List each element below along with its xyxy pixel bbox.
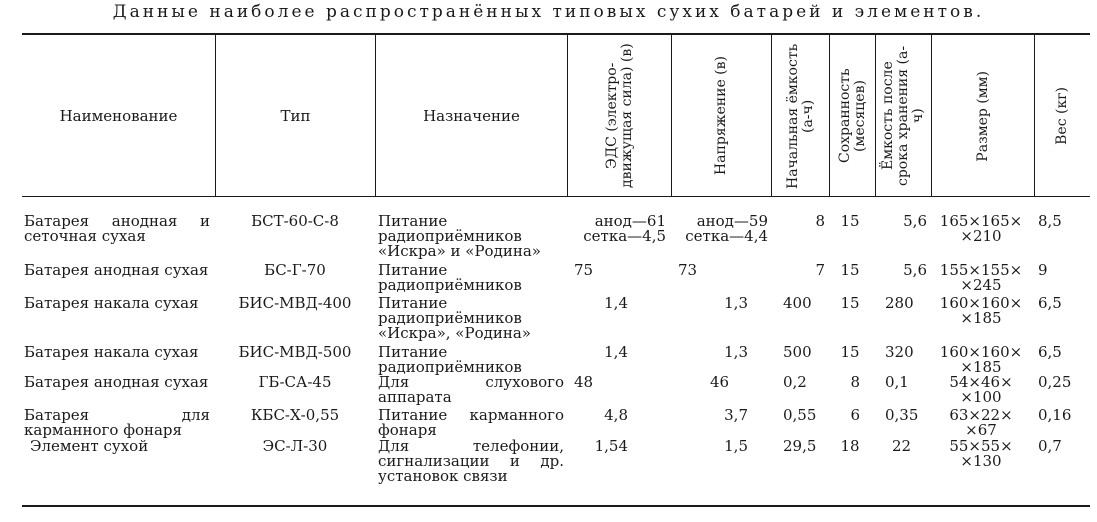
cell-weight: 8,5 (1038, 212, 1062, 230)
cell-size (932, 345, 1030, 375)
cell-purpose: Для телефонии, сигнализации и др. установок связи (378, 437, 564, 485)
table-row (0, 343, 1097, 376)
cell-size-line: ×67 (965, 421, 997, 439)
cell-voltage (672, 296, 748, 311)
table-row (0, 212, 1097, 260)
cell-capacity-after: 0,1 (885, 373, 909, 391)
header-voltage-text: Напряжение (в) (713, 56, 729, 176)
header-type: Тип (280, 107, 311, 125)
cell-type: ЭС-Л-30 (262, 437, 328, 455)
cell-emf-line: 48 (574, 373, 594, 391)
table-row (0, 437, 1097, 485)
cell-voltage (672, 375, 768, 390)
cell-size-line: 165×165× (939, 212, 1023, 230)
cell-capacity-after: 280 (885, 294, 914, 312)
cell-voltage-line: сетка—4,4 (685, 227, 768, 245)
table-title: Данные наиболее распространённых типовых сухих батарей и элементов. (112, 2, 985, 22)
header-capacity-after (876, 40, 931, 192)
header-emf (568, 40, 671, 192)
cell-voltage-line: 3,7 (724, 406, 748, 424)
cell-emf-line: 1,54 (594, 437, 628, 455)
cell-purpose: Питание радиоприёмников (378, 261, 522, 294)
cell-size-line: 54×46× (949, 373, 1013, 391)
cell-voltage-line: 1,3 (724, 294, 748, 312)
cell-retention: 15 (840, 212, 860, 230)
cell-type: ГБ-СА-45 (258, 373, 332, 391)
cell-voltage (672, 408, 748, 423)
cell-voltage (672, 263, 768, 278)
cell-voltage (672, 214, 768, 244)
cell-emf (568, 214, 666, 244)
cell-emf-line: 1,4 (604, 294, 628, 312)
cell-type: БИС-МВД-400 (238, 294, 352, 312)
cell-size-line: ×185 (960, 358, 1002, 376)
cell-weight: 6,5 (1038, 294, 1062, 312)
cell-type: БС-Г-70 (264, 261, 326, 279)
header-retention-text: Сохранность (месяцев) (836, 68, 868, 164)
cell-type: КБС-Х-0,55 (250, 406, 340, 424)
cell-name: Батарея накала сухая (24, 343, 199, 361)
cell-capacity: 7 (815, 261, 825, 279)
cell-size-line: ×185 (960, 309, 1002, 327)
header-size-text: Размер (мм) (974, 70, 991, 162)
cell-type: БСТ-60-С-8 (251, 212, 339, 230)
header-emf-text: ЭДС (электро-движущая сила) (в) (603, 43, 635, 189)
cell-size-line: 63×22× (949, 406, 1013, 424)
cell-capacity: 8 (815, 212, 825, 230)
cell-size (932, 408, 1030, 438)
cell-emf-line: сетка—4,5 (583, 227, 666, 245)
cell-voltage-line: 1,3 (724, 343, 748, 361)
table-row (0, 261, 1097, 294)
cell-emf-line: 1,4 (604, 343, 628, 361)
cell-size (932, 375, 1030, 405)
cell-capacity-after: 22 (891, 437, 912, 455)
header-name: Наименование (59, 107, 178, 125)
cell-size-line: ×100 (960, 388, 1002, 406)
cell-emf (568, 263, 666, 278)
cell-emf (568, 296, 628, 311)
cell-size-line: 160×160× (939, 343, 1023, 361)
table-row (0, 294, 1097, 342)
cell-name: Батарея анодная сухая (24, 261, 209, 279)
cell-voltage-line: 1,5 (724, 437, 748, 455)
header-size (932, 40, 1034, 192)
cell-purpose: Питание радиоприёмников «Искра» и «Родина» (378, 212, 541, 260)
cell-emf (568, 345, 628, 360)
cell-retention: 18 (840, 437, 860, 455)
header-retention (830, 40, 875, 192)
cell-retention: 15 (840, 343, 860, 361)
cell-emf (568, 375, 666, 390)
cell-emf-line: 4,8 (604, 406, 628, 424)
cell-weight: 0,7 (1038, 437, 1062, 455)
cell-size (932, 296, 1030, 326)
cell-weight: 0,25 (1038, 373, 1072, 391)
cell-size (932, 214, 1030, 244)
cell-capacity-after: 5,6 (903, 261, 927, 279)
cell-emf (568, 408, 628, 423)
cell-capacity: 400 (783, 294, 812, 312)
cell-capacity: 29,5 (783, 437, 817, 455)
cell-capacity-after: 0,35 (885, 406, 919, 424)
cell-name: Батарея анодная и сеточная сухая (24, 212, 210, 245)
cell-size-line: 155×155× (939, 261, 1023, 279)
cell-capacity-after: 5,6 (903, 212, 927, 230)
cell-retention: 6 (850, 406, 860, 424)
cell-weight: 6,5 (1038, 343, 1062, 361)
cell-capacity: 0,2 (783, 373, 807, 391)
cell-name: Батарея для карманного фонаря (24, 406, 210, 439)
header-weight (1035, 40, 1090, 192)
cell-voltage-line: 73 (678, 261, 698, 279)
cell-voltage-line: 46 (710, 373, 730, 391)
cell-type: БИС-МВД-500 (238, 343, 352, 361)
cell-name: Батарея накала сухая (24, 294, 199, 312)
cell-capacity: 500 (783, 343, 812, 361)
cell-size-line: ×210 (960, 227, 1002, 245)
cell-size-line: 55×55× (949, 437, 1013, 455)
cell-name: Элемент сухой (30, 437, 149, 455)
header-capacity-text: Начальная ёмкость (а-ч) (784, 43, 816, 189)
header-voltage (672, 40, 771, 192)
cell-weight: 9 (1038, 261, 1048, 279)
header-purpose: Назначение (423, 107, 520, 125)
cell-purpose: Питание карманного фонаря (378, 406, 564, 439)
cell-emf-line: анод—61 (594, 212, 666, 230)
cell-retention: 15 (840, 261, 860, 279)
cell-emf-line: 75 (574, 261, 594, 279)
cell-name: Батарея анодная сухая (24, 373, 209, 391)
cell-emf (568, 439, 628, 454)
cell-voltage-line: анод—59 (696, 212, 768, 230)
cell-purpose: Для слухового аппарата (378, 373, 564, 406)
cell-size-line: ×245 (960, 276, 1002, 294)
cell-weight: 0,16 (1038, 406, 1072, 424)
table-row (0, 406, 1097, 439)
header-capacity (772, 40, 829, 192)
cell-retention: 8 (850, 373, 860, 391)
table-row (0, 373, 1097, 406)
table-bottom-rule (22, 505, 1090, 507)
cell-size (932, 263, 1030, 293)
cell-size-line: 160×160× (939, 294, 1023, 312)
cell-voltage (672, 439, 748, 454)
cell-size (932, 439, 1030, 469)
cell-voltage (672, 345, 748, 360)
cell-capacity-after: 320 (885, 343, 914, 361)
cell-purpose: Питание радиоприёмников «Искра», «Родина» (378, 294, 531, 342)
header-weight-text: Вес (кг) (1054, 87, 1070, 145)
cell-capacity: 0,55 (783, 406, 817, 424)
header-capacity-after-text: Ёмкость после срока хранения (а-ч) (880, 45, 926, 187)
cell-size-line: ×130 (960, 452, 1002, 470)
cell-retention: 15 (840, 294, 860, 312)
cell-purpose: Питание радиоприёмников (378, 343, 522, 376)
